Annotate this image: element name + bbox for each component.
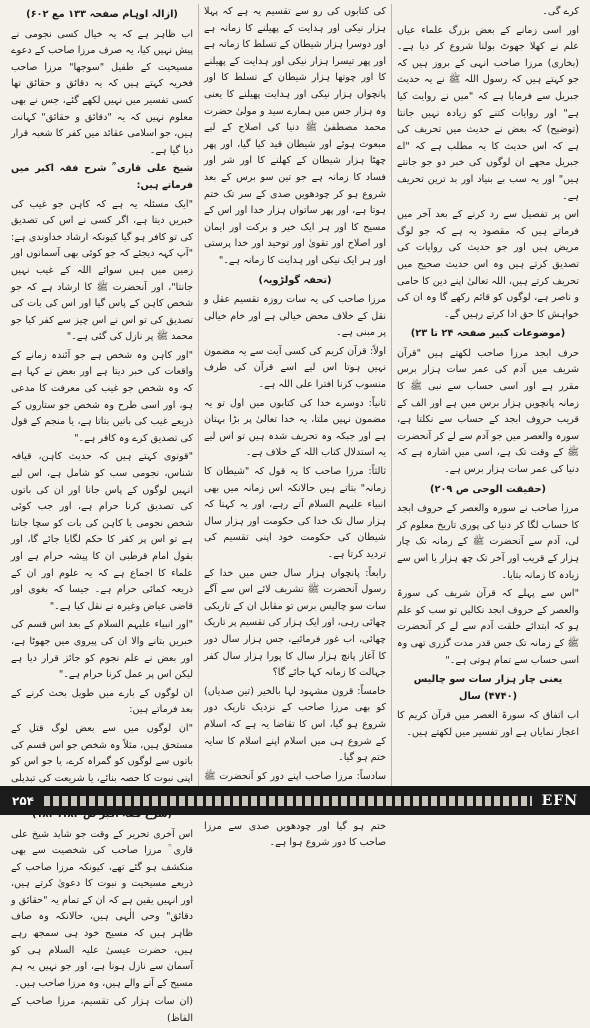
paragraph: "اور انبیاء علیہم السلام کے بعد اس قسم کی خبریں بتانے والا ان کی پیروی میں جھوٹا ہے، اور بعض نے علم نجوم کو جائز قرار دیا ہے لیکن اس پر عمل کرنا حرام ہے۔": [11, 619, 193, 681]
column-right: [391, 4, 584, 786]
paragraph: اولاً: قرآن کریم کی کسی آیت سے یہ مضمون نہیں ہوتا اس لیے اسے قرآن کی طرف منسوب کرنا افترا علی اللہ ہے۔: [204, 345, 386, 391]
citation: (ازالہ اوہام صفحہ ۱۳۳ مع ۶۰۲): [26, 9, 178, 20]
paragraph: ثالثاً: مرزا صاحب کا یہ قول کہ "شیطان کا زمانہ" بتاتے ہیں حالانکہ اس زمانہ میں بھی انبیاء علیہم السلام آتے رہے، اور یہ کہنا کہ ہزار سال تک خدا کی حکومت اور ہزار سال شیطان کی حکومت خود اپنی تقسیم کی تردید کرتا ہے۔: [204, 466, 386, 560]
page-footer: [0, 786, 590, 815]
paragraph: خامساً: قرون مشہود لہا بالخیر (تین صدیاں) کو بھی مرزا صاحب کے نزدیک تاریک دور شروع ہو گیا، اس کا تقاضا یہ ہے کہ اسلام کے شروع ہی میں اسلام اپنے اسلام کا سایہ ختم ہو گیا۔: [204, 685, 386, 764]
paragraph: اب اتفاق کہ سورۃ العصر میں قرآن کریم کا اعجاز نمایاں ہے اور تفسیر میں لکھتے ہیں۔: [397, 710, 579, 738]
paragraph: اس پر تفصیل سے رد کرنے کے بعد آخر میں فرماتے ہیں کہ مقصود یہ ہے کہ جو لوگ مریض ہیں اور جو حدیث کی روایات کی تصدیق کرتے ہیں وہ اس حدیث صحیح میں تحریف کرتے ہیں، اللہ تعالیٰ اپنے دین کا حامی و ناصر ہے، لوگوں کو قائم رکھے گا وہ ان کی خواہش کا حق ادا کرتے رہیں گے۔: [397, 209, 579, 320]
paragraph: ثانیاً: دوسرے خدا کی کتابوں میں اول تو یہ مضمون نہیں ملتا، یہ خدا تعالیٰ پر بڑا بہتان ہے اور جبکہ وہ تحریف شدہ ہیں تو اس لیے یہ استدلال کتاب اللہ کے خلاف ہے۔: [204, 397, 386, 459]
publisher-logo: EFN: [541, 792, 578, 809]
paragraph: اس آخری تحریر کے وقت جو شاید شیخ علی قاری ؒ مرزا صاحب کی شخصیت سے بھی منکشف ہو گئے تھے، کیونکہ مرزا صاحب کے ذریعے مسیحیت و نبوت کا دعویٰ کرتے ہیں، اور انہیں یقین ہے کہ ان کے تمام یہ "حقائق و دقائق" وحی الٰہی ہیں، حالانکہ وہ صاف ظاہر ہیں کہ مسیح خود ہی سمجھ رہے ہیں، حضرت عیسیٰ علیہ السلام ہی کو آسمان سے نازل ہونا ہے، اور جو نہیں یہ ہم مسیح کے آنے والے ہیں، وہ مرزا صاحب ہیں۔: [11, 828, 193, 989]
paragraph: رابعاً: پانچواں ہزار سال جس میں خدا کے رسول آنحضرت ﷺ تشریف لائے اس سے آگے سات سو چالیس برس تو مقابل ان کے تاریکی چھائی رہی، اور ایک ہزار کی تقسیم پر تاریک چھائی، اب غور فرمائیے، جس ہزار سال دور کا آغاز پانچ ہزار سال کا پورا ہزار سال کفر جہالت کا زمانہ کہا جائے گا؟: [204, 567, 386, 679]
paragraph: ان لوگوں کے بارے میں طویل بحث کرنے کے بعد فرماتے ہیں:: [11, 687, 193, 716]
paragraph: حرف ابجد مرزا صاحب لکھتے ہیں "قرآن شریف میں آدم کی عمر سات ہزار برس مقرر ہے اور اسی حساب سے نبی ﷺ کا زمانہ پانچویں ہزار برس میں ہے اور الف کے قریب حروف ابجد کے حساب سے نکلتا ہے، سورہ والعصر میں جو آدم سے لے کر آنحضرت ﷺ کے وقت تک ہے، اسی میں اشارہ ہے کہ دنیا کی عمر سات ہزار برس ہے۔: [397, 347, 579, 476]
paragraph: اب ظاہر ہے کہ یہ خیال کسی نجومی نے پیش نہیں کیا، یہ صرف مرزا صاحب کے دعوے مسیحیت کے طفیل "سوجھا" مرزا صاحب فخریہ کہتے ہیں کہ یہ دقائق و حقائق تھا کسی تفسیر میں نہیں لکھے گئے، جس نے بھی معلوم نہیں کہ یہ "دقائق و حقائق" کہانت ہیں، جو اسلامی عقائد میں کفر کا شعبہ قرار دیا گیا ہے۔: [11, 28, 193, 156]
citation: یعنی چار ہزار سات سو چالیس (۴۷۴۰) سال: [413, 674, 563, 702]
citation: (تحفہ گولڑویہ): [258, 274, 332, 286]
paragraph: (ان سات ہزار کی تقسیم، مرزا صاحب کے الفاظ): [11, 996, 193, 1025]
citation: (حقیقت الوحی ص ۲۰۹): [429, 483, 546, 495]
footer-divider: [44, 796, 532, 806]
paragraph: مرزا صاحب نے سورہ والعصر کے حروف ابجد کا حساب لگا کر دنیا کی پوری تاریخ معلوم کر لی، آدم سے آنحضرت ﷺ کے زمانہ تک چار ہزار کے قریب اور آخر تک چھ ہزار یا اس سے زیادہ کا زمانہ بتایا۔: [397, 503, 579, 581]
citation: (موضوعات کبیر صفحہ ۲۴ تا ۲۳): [410, 328, 566, 340]
paragraph: سادساً: مرزا صاحب اپنے دور کو آنحضرت ﷺ ختم ہو گیا اور چودھویں صدی سے مرزا صاحب کا دور شروع ہوا ہے۔: [204, 770, 386, 849]
paragraph: کرے گی۔: [542, 6, 579, 17]
paragraph: "قونوی کہتے ہیں کہ حدیث کاہن، قیافہ شناس، نجومی سب کو شامل ہے، اس لیے انہیں لوگوں کے پاس جانا اور ان کی باتوں کی تصدیق کرنا حرام ہے، اور جب کوئی شخص نجومی یا کاہن کی بات کو سچا جانتا ہے تو اس پر کفر کا حکم لگایا جائے گا، اور بقول امام قرطبی ان کا پیشہ حرام ہے اور علماء کا اجماع ہے کہ یہ علوم اور ان کے ذریعہ کمائی حرام ہے۔ جیسا کہ بغوی اور قاضی عیاض وغیرہ نے نقل کیا ہے۔": [11, 451, 193, 612]
paragraph: "ان لوگوں میں سے بعض لوگ قتل کے مستحق ہیں، مثلاً وہ شخص جو اس قسم کی باتوں سے لوگوں کو گمراہ کرے، یا جو اس کو اپنی نبوت کا حصہ بنائے، یا شریعت کی تبدیلی: [11, 722, 193, 784]
paragraph: کی کتابوں کی رو سے تقسیم یہ ہے کہ پہلا ہزار نیکی اور ہدایت کے پھیلنے کا زمانہ ہے اور دوسرا ہزار شیطان کے تسلط کا زمانہ ہے اور پھر تیسرا ہزار نیکی اور ہدایت کے پھیلنے کا اور چوتھا ہزار شیطان کے تسلط کا اور پانچواں ہزار نیکی اور ہدایت پھیلنے کا یعنی وہ ہزار جس میں ہمارے سید و مولیٰ حضرت محمد مصطفیٰ ﷺ دنیا کی اصلاح کے لیے مبعوث ہوئے اور شیطان قید کیا گیا، اور پھر چھٹا ہزار شیطان کے کھلنے کا اور شر اور فساد کا زمانہ ہے جو تین سو برس کے بعد شروع ہو کر چودھویں صدی کے سر تک ختم ہوتا ہے، اور پھر ساتواں ہزار خدا اور اس کے مسیح کا اور ہر ایک خیر و برکت اور ایمان اور اصلاح اور تقویٰ اور توحید اور خدا پرستی اور ہر ایک نیکی اور ہدایت کا زمانہ ہے۔": [204, 6, 386, 266]
paragraph: "اس سے پہلے کہ قرآن شریف کی سورۃ والعصر کے حروف ابجد نکالیں تو سب کو علم ہو کہ ابتدائے خلقت آدم سے لے کر آنحضرت ﷺ کے زمانہ تک جس قدر مدت گزری تھی وہ اسی حساب سے تمام ہوتی ہے۔": [397, 588, 579, 666]
paragraph: "اور کاہن وہ شخص ہے جو آئندہ زمانے کے واقعات کی خبر دیتا ہے اور بعض نے کہا ہے کہ وہ شخص جو غیب کی معرفت کا مدعی ہو، اور اسی طرح وہ شخص جو ستاروں کے ذریعے غیب کی باتیں بتاتا ہے، یا منجم کے قول کی تصدیق کرے وہ کافر ہے۔": [11, 349, 193, 444]
paragraph: "ایک مسئلہ یہ ہے کہ کاہن جو غیب کی خبریں دیتا ہے، اگر کسی نے اس کی تصدیق کی تو کافر ہو گیا کیونکہ ارشاد خداوندی ہے: "آپ کہہ دیجئے کہ جو کوئی بھی آسمانوں اور زمین میں ہیں سوائے اللہ کے غیب نہیں جانتا"، اور آنحضرت ﷺ کا ارشاد ہے کہ جو شخص کاہن کے پاس گیا اور اس کی بات کی تصدیق کی تو اس نے اس چیز سے کفر کیا جو محمد ﷺ پر نازل کی گئی ہے۔": [11, 198, 193, 343]
paragraph: اور اسی زمانے کے بعض بزرگ علماء عیاں علم نے کھلا جھوٹ بولنا شروع کر دیا ہے۔ (بخاری) مرزا صاحب انہی کے بروز ہیں کہ جو کہتے ہیں کہ رسول اللہ ﷺ نے یہ حدیث جبریل سے فرمایا ہے کہ "میں نے روایت کیا ہے" اور روایات کتنے کو زیادہ نہیں جانتا (توضیح) کہ بعض نے حدیث میں تحریف کی ہے کہ اس حدیث کا یہ مطلب ہے کہ "اے جبریل مجھے ان لوگوں کی خبر دو جو جانتے ہیں" اور یہ سب بے بنیاد اور بد ترین تحریف ہے۔: [397, 24, 579, 202]
column-middle: [198, 4, 391, 849]
page-number: ۲۵۴: [12, 793, 34, 808]
paragraph: مرزا صاحب کی یہ سات روزہ تقسیم عقل و نقل کے خلاف محض خیالی ہے اور خام خیالی پر مبنی ہے۔: [204, 294, 386, 339]
paragraph: شیخ علی قاری ؒ شرح فقہ اکبر میں فرماتے ہیں:: [11, 163, 193, 191]
